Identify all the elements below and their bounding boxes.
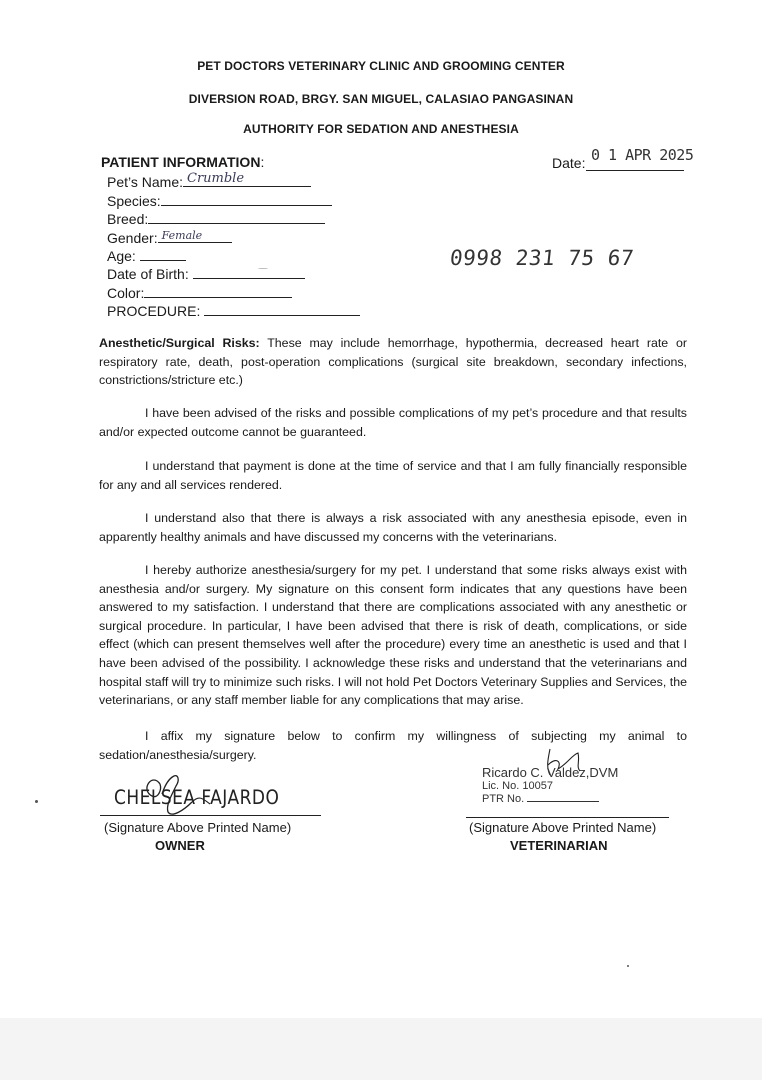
- dob-input[interactable]: [193, 266, 305, 279]
- pets-name-label: Pet’s Name:: [107, 174, 183, 190]
- date-label: Date:: [552, 155, 586, 171]
- pets-name-value: Crumble: [187, 171, 245, 186]
- payment-paragraph: I understand that payment is done at the time of service and that I am fully financially responsible for any and all services rendered.: [99, 459, 687, 492]
- scan-speck: [627, 965, 629, 967]
- vet-ptr-input[interactable]: [527, 792, 599, 802]
- advised-paragraph: I have been advised of the risks and possible complications of my pet’s procedure and that results and/or expected outcome cannot be guaranteed.: [99, 406, 687, 439]
- owner-signature-line[interactable]: [100, 815, 321, 816]
- vet-ptr-label: PTR No.: [482, 793, 525, 805]
- dob-field: [107, 266, 305, 282]
- owner-role-label: OWNER: [155, 838, 205, 853]
- owner-printed-name: CHELSEA FAJARDO: [114, 786, 280, 810]
- vet-role-label: VETERINARIAN: [510, 838, 608, 853]
- scan-speck: [258, 268, 268, 269]
- species-field: [107, 193, 332, 209]
- vet-signature-caption: (Signature Above Printed Name): [469, 820, 657, 835]
- form-title: AUTHORITY FOR SEDATION AND ANESTHESIA: [243, 122, 519, 136]
- vet-ptr-field: [482, 792, 599, 805]
- risks-label: Anesthetic/Surgical Risks:: [99, 336, 260, 350]
- risks-text: These may include hemorrhage, hypothermia, decreased heart rate or respiratory rate, death, post-operation complications (surgical site breakdown, secondary infections, constrictions/stricture etc.): [99, 336, 687, 388]
- gender-field: [107, 230, 232, 246]
- authorization-paragraph: I hereby authorize anesthesia/surgery for my pet. I understand that some risks always exist with anesthesia and/or surgery. My signature on this consent form indicates that any questions have been answered to my satisfaction. I understand that there are complications associated with any anesthetic or surgical procedure. In particular, I have been advised that there is risk of death, complications, or side effect (which can present themselves well after the procedure) every time an anesthetic is used and that I have been advised of the possibility. I acknowledge these risks and understand that the veterinarians and hospital staff will try to minimize such risks. I will not hold Pet Doctors Veterinary Supplies and Services, the veterinarians, or any staff member liable for any complications that may arise.: [99, 563, 687, 708]
- procedure-field: [107, 303, 360, 319]
- patient-info-heading: [101, 154, 264, 170]
- date-field[interactable]: [586, 170, 684, 171]
- scan-bottom-edge: [0, 1018, 762, 1080]
- gender-value: Female: [161, 229, 203, 242]
- patient-info-heading-text: PATIENT INFORMATION: [101, 154, 261, 170]
- patient-info-heading-colon: :: [260, 154, 265, 170]
- scan-speck: [35, 800, 38, 803]
- vet-license-number: Lic. No. 10057: [482, 780, 553, 792]
- breed-field: [107, 211, 325, 227]
- risk-acknowledgement-paragraph: I understand also that there is always a risk associated with any anesthesia episode, even in apparently healthy animals and have discussed my concerns with the veterinarians.: [99, 511, 687, 544]
- clinic-address: DIVERSION ROAD, BRGY. SAN MIGUEL, CALASIAO PANGASINAN: [188, 92, 574, 106]
- owner-signature-caption: (Signature Above Printed Name): [104, 820, 292, 835]
- vet-signature-line[interactable]: [466, 817, 669, 818]
- age-input[interactable]: [140, 248, 186, 261]
- dob-label: Date of Birth:: [107, 266, 189, 282]
- gender-input[interactable]: [158, 230, 232, 243]
- color-field: [107, 285, 292, 301]
- risks-paragraph: [99, 334, 687, 390]
- procedure-label: PROCEDURE:: [107, 303, 201, 319]
- gender-label: Gender:: [107, 230, 158, 246]
- handwritten-phone-number: 0998 231 75 67: [448, 246, 636, 270]
- age-label: Age:: [107, 248, 136, 264]
- date-stamp-value: 0 1 APR 2025: [591, 146, 694, 164]
- breed-label: Breed:: [107, 211, 149, 227]
- affix-signature-paragraph: I affix my signature below to confirm my willingness of subjecting my animal to sedation/anesthesia/surgery.: [99, 729, 687, 762]
- color-input[interactable]: [144, 285, 292, 298]
- pets-name-input[interactable]: [183, 171, 311, 187]
- age-field: [107, 248, 186, 264]
- procedure-input[interactable]: [204, 303, 360, 316]
- clinic-name: PET DOCTORS VETERINARY CLINIC AND GROOMING CENTER: [197, 59, 565, 73]
- species-label: Species:: [107, 193, 161, 209]
- species-input[interactable]: [161, 193, 332, 206]
- color-label: Color:: [107, 285, 145, 301]
- breed-input[interactable]: [148, 211, 325, 224]
- vet-stamped-name: Ricardo C. Valdez,DVM: [482, 765, 619, 780]
- pets-name-field: [107, 171, 311, 190]
